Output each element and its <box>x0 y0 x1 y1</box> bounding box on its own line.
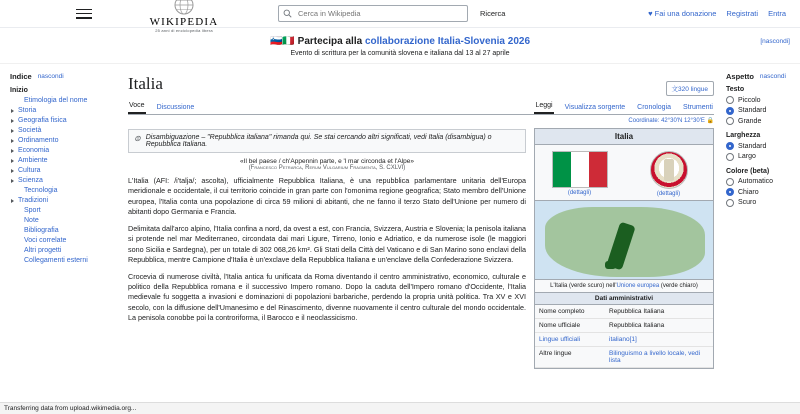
map-caption-part2: (verde chiaro) <box>659 283 698 289</box>
option-label: Scuro <box>738 199 757 206</box>
color-option-light[interactable] <box>726 188 792 196</box>
languages-button[interactable] <box>666 81 715 96</box>
article-content <box>118 64 722 406</box>
tab-leggi[interactable]: Leggi <box>534 100 553 114</box>
site-banner <box>0 28 800 64</box>
infobox-value: Repubblica Italiana <box>609 322 665 329</box>
quote-source: (Francesco Petrarca, Rerum Vulgarium Fragmenta, S. CXLVI) <box>248 165 406 171</box>
tabs-left <box>128 100 195 114</box>
banner-link[interactable]: collaborazione Italia-Slovenia 2026 <box>364 36 531 47</box>
toc-label: Etimologia del nome <box>24 96 88 104</box>
emblem-details-link[interactable]: (dettagli) <box>656 191 681 197</box>
infobox-value[interactable]: Bilinguismo a livello locale, vedi lista <box>609 350 701 364</box>
infobox <box>534 128 714 369</box>
toc-label: Collegamenti esterni <box>24 256 88 264</box>
sidebar-item-geografia-fisica[interactable] <box>10 115 112 125</box>
toc-label: Storia <box>18 106 37 114</box>
toc-label: Scienza <box>18 176 43 184</box>
toc-label: Ordinamento <box>18 136 59 144</box>
coordinates-label: Coordinate: 42°30′N 12°30′E <box>628 118 705 124</box>
italy-emblem-icon <box>650 151 688 189</box>
donate-label: Fai una donazione <box>654 9 717 18</box>
sidebar-item-tradizioni[interactable] <box>10 195 112 205</box>
sicily-shape <box>605 261 616 269</box>
chevron-right-icon <box>11 149 14 153</box>
sidebar-item-ordinamento[interactable] <box>10 135 112 145</box>
group-label: Testo <box>726 86 745 93</box>
sidebar-item-tecnologia[interactable] <box>10 185 112 195</box>
map-caption <box>535 280 713 292</box>
sidebar-item-cultura[interactable] <box>10 165 112 175</box>
sidebar-item-etimologia[interactable] <box>10 95 112 105</box>
color-option-dark[interactable] <box>726 199 792 207</box>
radio-icon[interactable] <box>726 178 734 186</box>
appearance-panel <box>722 64 800 406</box>
infobox-key: Nome completo <box>539 308 585 315</box>
chevron-right-icon <box>11 159 14 163</box>
paragraph: L'Italia (AFI: /i'talja/; ascolta), ufficialmente Repubblica Italiana, è una repubblica parlamentare unitaria dell'Europa meridionale e occidentale, il cui territorio coincide in gran parte con l'omonima regione geografica; Stato membro dell'Unione europea, l'Italia conta una popolazione di circa 59 milioni di abitanti, che ne fanno il terzo Stato dell'Unione per numero di abitanti dopo Germania e Francia. <box>128 176 526 217</box>
infobox-key: Altre lingue <box>539 350 572 357</box>
page-layout <box>0 64 800 406</box>
infobox-value: Repubblica Italiana <box>609 308 665 315</box>
toc-label: Sport <box>24 206 41 214</box>
group-label: Colore (beta) <box>726 167 770 175</box>
width-option-wide[interactable] <box>726 153 792 161</box>
sidebar-item-economia[interactable] <box>10 145 112 155</box>
banner-prefix: Partecipa alla <box>297 36 365 47</box>
logo-tagline: 25 anni di enciclopedia libera <box>155 27 213 33</box>
infobox-row <box>535 319 713 333</box>
radio-icon[interactable] <box>726 107 734 115</box>
sidebar-item-storia[interactable] <box>10 105 112 115</box>
appearance-hide-button[interactable]: nascondi <box>759 73 786 80</box>
width-option-standard[interactable] <box>726 142 792 150</box>
option-label: Largo <box>738 153 756 160</box>
toc-list <box>10 85 112 265</box>
banner-flag-icon: 🇸🇮🇮🇹 <box>269 36 295 47</box>
sidebar-item-ambiente[interactable] <box>10 155 112 165</box>
tab-voce[interactable]: Voce <box>128 100 146 114</box>
banner-hide-link[interactable]: [nascondi] <box>760 38 790 45</box>
map-caption-link[interactable]: Unione europea <box>616 283 660 289</box>
info-icon: ⊜ <box>134 134 141 143</box>
article-tabs <box>128 100 714 115</box>
infobox-row <box>535 347 713 368</box>
coordinates[interactable] <box>128 117 714 124</box>
sidebar-item-collegamenti-esterni[interactable] <box>10 255 112 265</box>
paragraph: Crocevia di numerose civiltà, l'Italia antica fu unificata da Roma diventando il centro amministrativo, economico, culturale e politico della Repubblica romana e il successivo Impero romano. Dopo la caduta dell'Impero romano d'Occidente, l'Italia medievale fu soggetta a invasioni e dominazioni di popolazioni barbariche, perdendo la propria unità politica. Tra XV e XVI secolo, con la diffusione dell'Umanesimo e del Rinascimento, divenne nuovamente il centro culturale del mondo occidentale. La penisola conobbe poi la controriforma, il Barocco e il neoclassicismo. <box>128 271 526 323</box>
group-label: Larghezza <box>726 132 761 139</box>
chevron-right-icon <box>11 169 14 173</box>
banner-headline <box>0 36 800 47</box>
option-label: Chiaro <box>738 188 759 196</box>
map-caption-part1: L'Italia (verde scuro) nell' <box>550 283 617 289</box>
languages-label: 320 lingue <box>678 86 708 93</box>
toc-label: Cultura <box>18 166 41 174</box>
option-label: Automatico <box>738 178 774 185</box>
appearance-group-color <box>726 168 792 207</box>
text-size-option-large[interactable] <box>726 117 792 125</box>
sidebar-item-inizio[interactable] <box>10 85 112 95</box>
search-box[interactable] <box>278 5 468 22</box>
italy-flag-icon <box>552 151 608 188</box>
toc-label: Inizio <box>10 86 28 94</box>
radio-icon[interactable] <box>726 188 734 196</box>
tab-cronologia[interactable]: Cronologia <box>637 104 672 111</box>
infobox-row <box>535 333 713 347</box>
toc-label: Voci correlate <box>24 236 67 244</box>
flag-details-link[interactable]: (dettagli) <box>567 190 592 196</box>
toc-title: Indice <box>10 72 32 81</box>
sidebar-item-voci-correlate[interactable] <box>10 235 112 245</box>
sidebar-item-sport[interactable] <box>10 205 112 215</box>
sidebar-item-altri-progetti[interactable] <box>10 245 112 255</box>
paragraph: Delimitata dall'arco alpino, l'Italia confina a nord, da ovest a est, con Francia, Svizzera, Austria e Slovenia; la penisola italiana si protende nel mar Mediterraneo, circondata dai mari Ligure, Tirreno, Ionio e Adriatico, e da numerose isole (le maggiori sono Sicilia e Sardegna), per un totale di 302 068,26 km². Gli Stati della Città del Vaticano e di San Marino sono enclavi della Repubblica, mentre Campione d'Italia è un'exclave della Repubblica Italiana e un'enclave della Confederazione Svizzera. <box>128 223 526 265</box>
toc-label: Tradizioni <box>18 196 49 204</box>
toc-label: Ambiente <box>18 156 48 164</box>
article-title-row <box>128 70 714 96</box>
register-link[interactable]: Registrati <box>726 9 759 18</box>
tab-visualizza-sorgente[interactable]: Visualizza sorgente <box>564 104 626 111</box>
sidebar-item-bibliografia[interactable] <box>10 225 112 235</box>
color-option-auto[interactable] <box>726 178 792 186</box>
language-icon: 文 <box>671 86 678 93</box>
appearance-title: Aspetto <box>726 72 754 81</box>
top-bar <box>0 0 800 33</box>
infobox-symbols <box>535 145 713 200</box>
hatnote <box>128 129 526 153</box>
infobox-key: Nome ufficiale <box>539 322 581 329</box>
quote-text: «Il bel paese / ch'Appennin parte, e 'l mar circonda et l'Alpe» <box>240 158 414 165</box>
emblem-cell <box>624 145 713 200</box>
infobox-value[interactable]: italiano[1] <box>609 336 637 343</box>
chevron-right-icon <box>11 139 14 143</box>
text-size-option-small[interactable] <box>726 96 792 104</box>
text-size-option-standard[interactable] <box>726 107 792 115</box>
search-icon <box>283 9 292 18</box>
infobox-key[interactable]: Lingue ufficiali <box>539 336 581 343</box>
sidebar-item-scienza[interactable] <box>10 175 112 185</box>
sidebar-item-note[interactable] <box>10 215 112 225</box>
toc-label: Tecnologia <box>24 186 58 194</box>
logo-wordmark: WIKIPEDIA <box>149 15 219 28</box>
chevron-right-icon <box>11 109 14 113</box>
chevron-right-icon <box>11 119 14 123</box>
infobox-row <box>535 305 713 319</box>
page-title: Italia <box>128 74 163 93</box>
top-bar-right <box>648 9 792 18</box>
locator-map <box>535 200 713 280</box>
toc-hide-button[interactable]: nascondi <box>37 73 64 80</box>
hatnote-text: Disambiguazione – "Repubblica italiana" rimanda qui. Se stai cercando altri significati, vedi Italia (disambigua) o Repubblica Italiana. <box>145 134 492 148</box>
radio-icon[interactable] <box>726 117 734 125</box>
banner-subtext: Evento di scrittura per la comunità slovena e italiana dal 13 al 27 aprile <box>290 50 510 57</box>
appearance-group-text <box>726 86 792 125</box>
infobox-title: Italia <box>535 129 713 145</box>
chevron-right-icon <box>11 199 14 203</box>
toc-label: Note <box>24 216 39 224</box>
table-of-contents <box>0 64 118 406</box>
option-label: Piccolo <box>738 96 761 104</box>
tab-strumenti[interactable]: Strumenti <box>683 104 713 111</box>
toc-label: Economia <box>18 146 50 154</box>
chevron-right-icon <box>11 129 14 133</box>
chevron-right-icon <box>11 179 14 183</box>
search-input[interactable] <box>296 8 463 19</box>
toc-label: Altri progetti <box>24 246 62 254</box>
search-button[interactable]: Ricerca <box>480 9 506 18</box>
status-bar: Transferring data from upload.wikimedia.org... <box>0 402 800 414</box>
option-label: Standard <box>738 142 767 150</box>
radio-icon[interactable] <box>726 142 734 150</box>
flag-cell <box>535 145 624 200</box>
radio-icon[interactable] <box>726 96 734 104</box>
donate-link[interactable]: ♥ Fai una donazione <box>648 9 717 18</box>
tab-discussione[interactable]: Discussione <box>156 104 195 111</box>
appearance-group-width <box>726 132 792 161</box>
globe-icon <box>172 0 196 15</box>
hamburger-icon[interactable] <box>76 7 92 21</box>
tabs-right <box>534 100 714 114</box>
sidebar-item-societa[interactable] <box>10 125 112 135</box>
radio-icon[interactable] <box>726 199 734 207</box>
toc-header <box>10 72 112 81</box>
login-link[interactable]: Entra <box>768 9 786 18</box>
lock-icon: 🔒 <box>706 118 714 124</box>
option-label: Grande <box>738 117 762 125</box>
toc-label: Società <box>18 126 42 134</box>
infobox-section-header: Dati amministrativi <box>535 292 713 305</box>
appearance-header <box>726 72 792 81</box>
radio-icon[interactable] <box>726 153 734 161</box>
toc-label: Bibliografia <box>24 226 59 234</box>
option-label: Standard <box>738 107 767 114</box>
toc-label: Geografia fisica <box>18 116 67 124</box>
